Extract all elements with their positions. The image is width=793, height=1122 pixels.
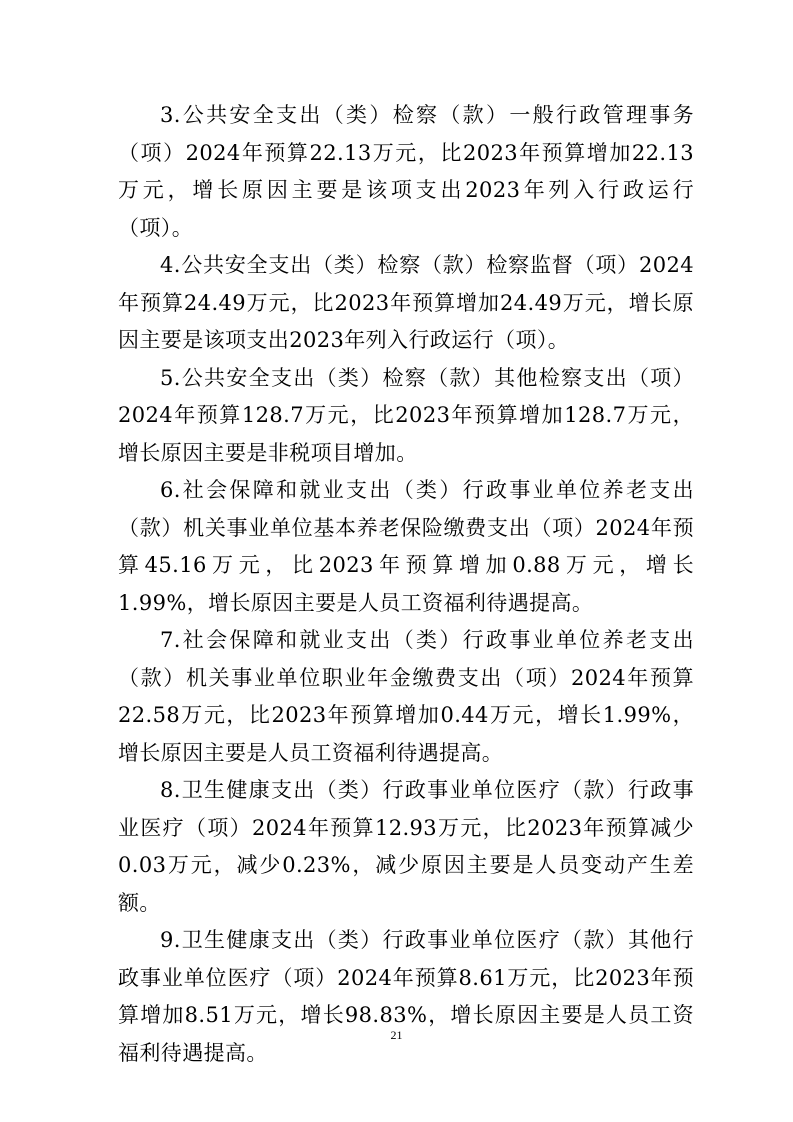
paragraph-item-9: 9.卫生健康支出（类）行政事业单位医疗（款）其他行政事业单位医疗（项）2024年预算8.61万元，比2023年预算增加8.51万元，增长98.83%，增长原因主要是人员工资福利待遇提高。 (118, 928, 694, 1065)
paragraph-item-3: 3.公共安全支出（类）检察（款）一般行政管理事务（项）2024年预算22.13万元，比2023年预算增加22.13万元，增长原因主要是该项支出2023年列入行政运行（项）。 (118, 103, 694, 240)
paragraph-item-7: 7.社会保障和就业支出（类）行政事业单位养老支出（款）机关事业单位职业年金缴费支出（项）2024年预算22.58万元，比2023年预算增加0.44万元，增长1.99%，增长原因主要是人员工资福利待遇提高。 (118, 628, 694, 765)
paragraph-item-5: 5.公共安全支出（类）检察（款）其他检察支出（项）2024年预算128.7万元，比2023年预算增加128.7万元，增长原因主要是非税项目增加。 (118, 365, 694, 465)
paragraph-item-4: 4.公共安全支出（类）检察（款）检察监督（项）2024年预算24.49万元，比2023年预算增加24.49万元，增长原因主要是该项支出2023年列入行政运行（项）。 (118, 253, 694, 352)
paragraph-item-8: 8.卫生健康支出（类）行政事业单位医疗（款）行政事业医疗（项）2024年预算12.93万元，比2023年预算减少0.03万元，减少0.23%，减少原因主要是人员变动产生差额。 (118, 778, 694, 915)
paragraph-item-6: 6.社会保障和就业支出（类）行政事业单位养老支出（款）机关事业单位基本养老保险缴费支出（项）2024年预算45.16万元，比2023年预算增加0.88万元，增长1.99%，增长原因主要是人员工资福利待遇提高。 (118, 478, 694, 615)
document-body (118, 97, 694, 1072)
page-number: 21 (390, 1028, 403, 1042)
